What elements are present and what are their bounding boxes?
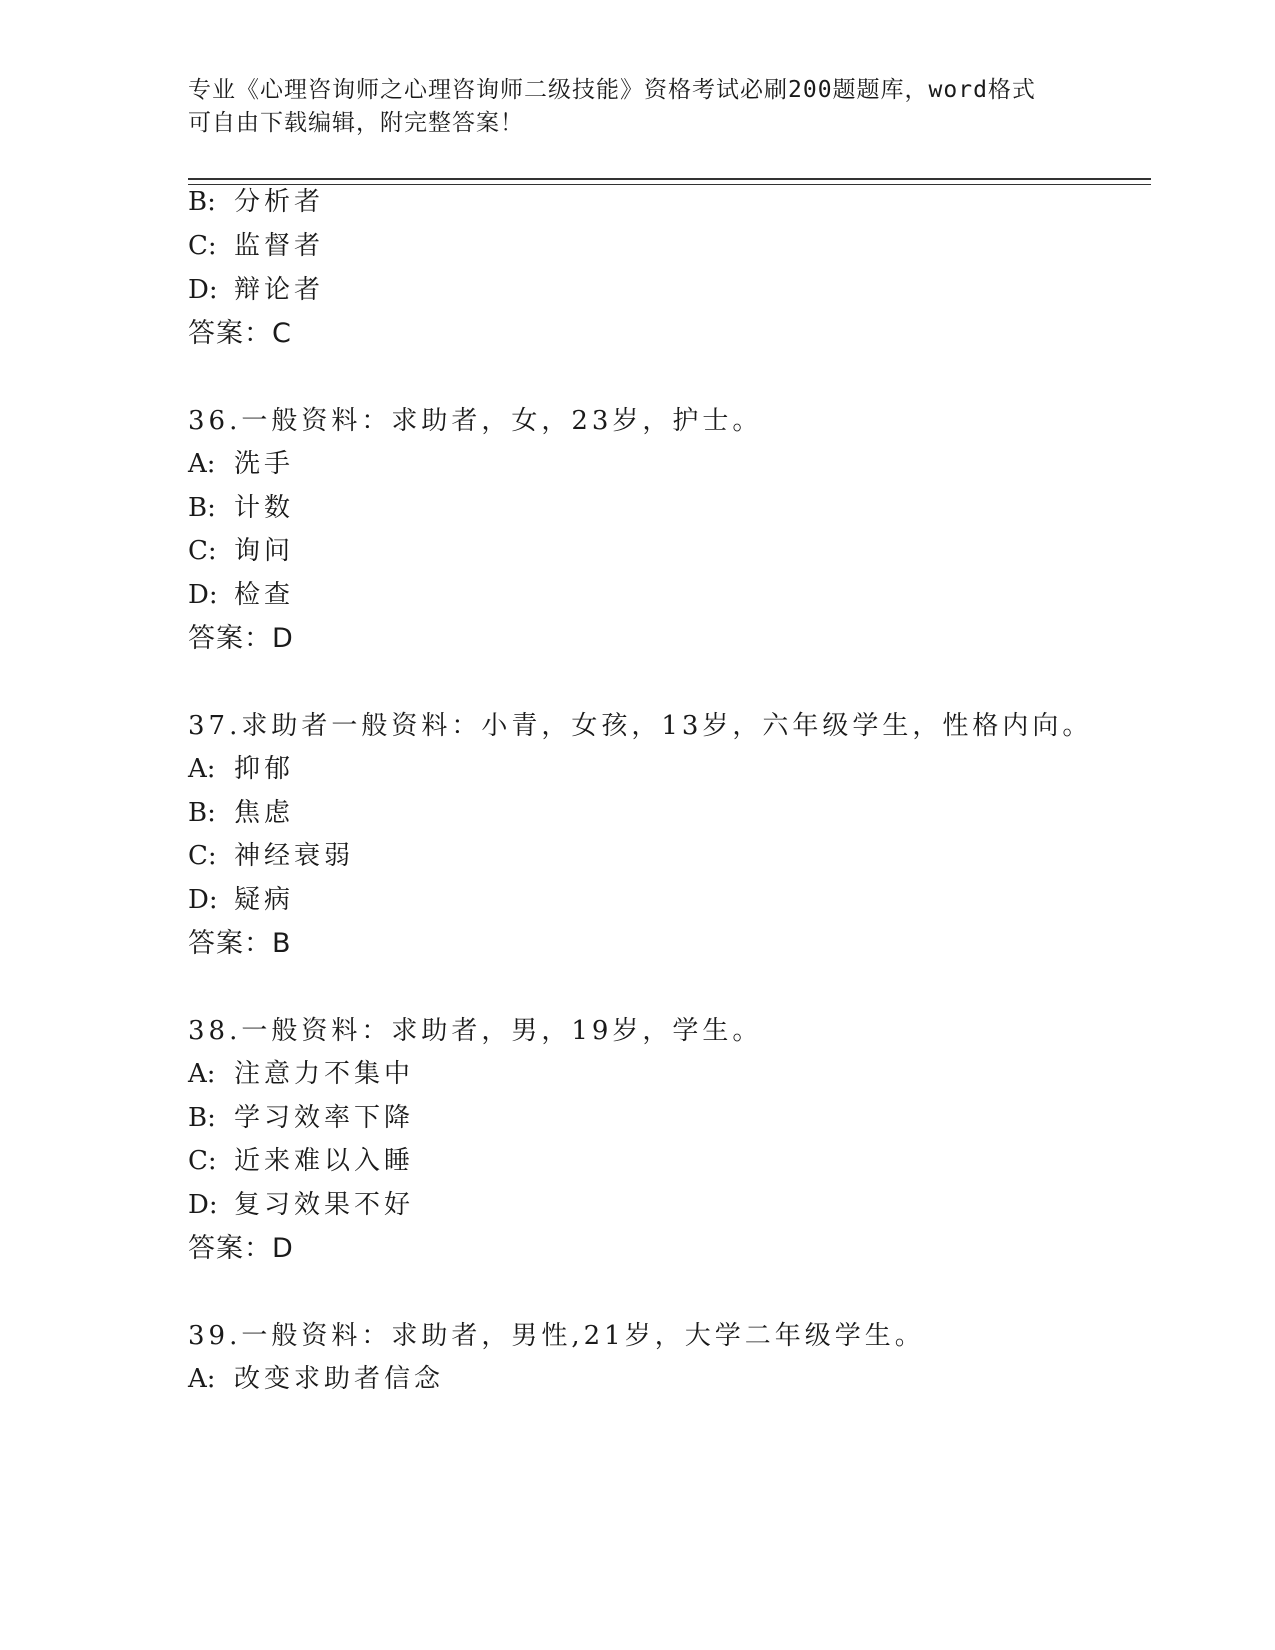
option-letter: C: (188, 231, 217, 261)
option-letter: B: (188, 1103, 216, 1133)
option-letter: B: (188, 798, 216, 828)
option-text: 学习效率下降 (234, 1103, 415, 1133)
option-text: 计数 (234, 493, 295, 523)
option-letter: A: (188, 1059, 216, 1089)
option-text: 辩论者 (234, 275, 325, 305)
option-letter: D: (188, 580, 218, 610)
header-divider-thick (188, 178, 1151, 180)
option-line (188, 1057, 414, 1091)
question-stem: 36.一般资料：求助者，女，23岁，护士。 (188, 406, 763, 436)
question-stem: 37.求助者一般资料：小青，女孩，13岁，六年级学生，性格内向。 (188, 711, 1093, 741)
option-line (188, 1144, 414, 1178)
option-text: 焦虑 (234, 798, 295, 828)
option-letter: A: (188, 449, 216, 479)
answer-line: 答案：C (188, 318, 292, 349)
option-line (188, 1188, 414, 1222)
header-line-2: 可自由下载编辑，附完整答案！ (188, 110, 524, 136)
option-text: 抑郁 (234, 754, 295, 784)
option-line (188, 229, 324, 263)
option-text: 神经衰弱 (234, 841, 355, 871)
option-letter: D: (188, 1190, 218, 1220)
option-letter: C: (188, 1146, 217, 1176)
option-letter: B: (188, 493, 216, 523)
option-line (188, 1362, 444, 1396)
option-letter: A: (188, 1364, 216, 1394)
option-text: 近来难以入睡 (234, 1146, 415, 1176)
option-letter: B: (188, 187, 216, 217)
option-line (188, 883, 294, 917)
option-line (188, 1101, 414, 1135)
option-text: 改变求助者信念 (234, 1364, 445, 1394)
question-stem: 38.一般资料：求助者，男，19岁，学生。 (188, 1016, 763, 1046)
option-line (188, 578, 294, 612)
option-line (188, 839, 354, 873)
option-text: 复习效果不好 (234, 1190, 415, 1220)
option-text: 检查 (234, 580, 295, 610)
option-letter: C: (188, 841, 217, 871)
question-stem: 39.一般资料：求助者，男性,21岁，大学二年级学生。 (188, 1321, 925, 1351)
option-letter: D: (188, 885, 218, 915)
option-line (188, 752, 294, 786)
option-line (188, 796, 294, 830)
option-letter: A: (188, 754, 216, 784)
option-line (188, 273, 324, 307)
option-text: 注意力不集中 (234, 1059, 415, 1089)
option-line (188, 447, 294, 481)
header-divider-thin (188, 184, 1151, 185)
option-text: 疑病 (234, 885, 295, 915)
document-header (188, 74, 1088, 140)
option-line (188, 534, 294, 568)
option-text: 洗手 (234, 449, 295, 479)
answer-line: 答案：D (188, 623, 294, 654)
answer-line: 答案：B (188, 928, 292, 959)
answer-line: 答案：D (188, 1233, 294, 1264)
option-letter: D: (188, 275, 218, 305)
option-line (188, 185, 324, 219)
header-line-1: 专业《心理咨询师之心理咨询师二级技能》资格考试必刷200题题库，word格式 (188, 77, 1036, 103)
option-text: 监督者 (234, 231, 325, 261)
option-line (188, 491, 294, 525)
option-text: 分析者 (234, 187, 325, 217)
option-letter: C: (188, 536, 217, 566)
option-text: 询问 (234, 536, 295, 566)
